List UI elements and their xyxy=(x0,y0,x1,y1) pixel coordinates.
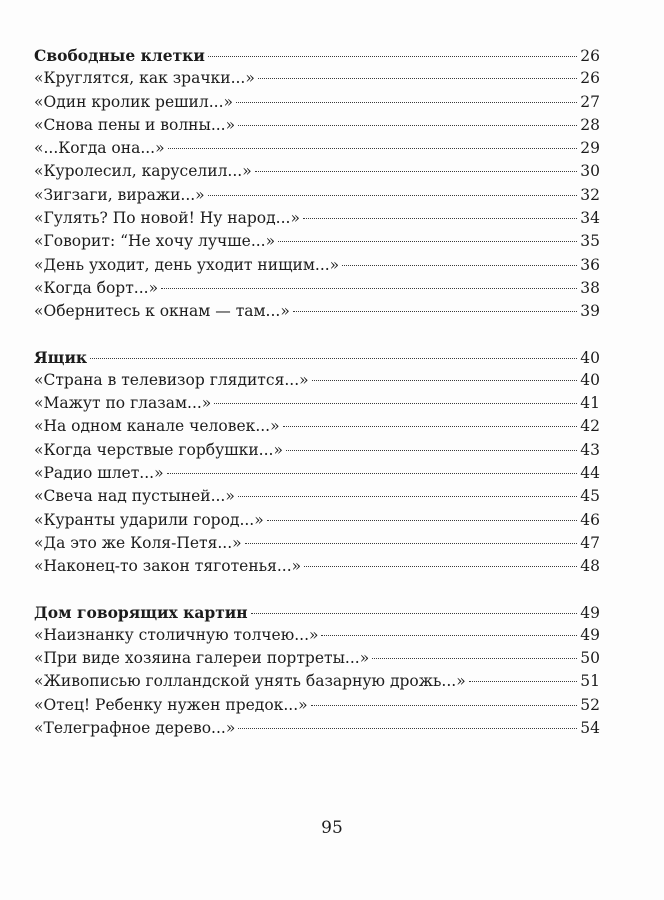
entry-title: «Гулять? По новой! Ну народ...» xyxy=(34,209,300,228)
dot-leader xyxy=(278,241,577,242)
toc-entry xyxy=(34,415,600,438)
page-number: 43 xyxy=(580,440,600,459)
toc-entry xyxy=(34,369,600,392)
entry-title: «На одном канале человек...» xyxy=(34,417,280,436)
dot-leader xyxy=(255,171,578,172)
toc-entry xyxy=(34,462,600,485)
entry-title: «Говорит: “Не хочу лучше...» xyxy=(34,232,276,251)
page-number: 36 xyxy=(580,255,600,274)
dot-leader xyxy=(469,681,578,682)
entry-title: «Страна в телевизор глядится...» xyxy=(34,370,309,389)
entry-title: «Свеча над пустыней...» xyxy=(34,487,235,506)
section-title: Свободные клетки xyxy=(34,46,205,65)
entry-title: «При виде хозяина галереи портреты...» xyxy=(34,649,370,668)
toc-entry xyxy=(34,717,600,740)
entry-title: «День уходит, день уходит нищим...» xyxy=(34,255,340,274)
dot-leader xyxy=(245,543,578,544)
entry-title: «Отец! Ребенку нужен предок...» xyxy=(34,695,308,714)
page-number: 48 xyxy=(580,557,600,576)
page-number: 34 xyxy=(580,209,600,228)
page-number: 47 xyxy=(580,533,600,552)
toc-entry xyxy=(34,137,600,160)
entry-title: «Снова пены и волны...» xyxy=(34,115,236,134)
page-number: 49 xyxy=(580,603,600,622)
dot-leader xyxy=(342,265,577,266)
section-title: Дом говорящих картин xyxy=(34,602,248,622)
toc-entry xyxy=(34,254,600,277)
page-number: 49 xyxy=(580,625,600,644)
toc-entry xyxy=(34,160,600,183)
section-heading xyxy=(34,44,600,67)
dot-leader xyxy=(161,288,577,289)
toc-entry xyxy=(34,485,600,508)
entry-title: «Да это же Коля-Петя...» xyxy=(34,533,242,552)
dot-leader xyxy=(238,125,577,126)
toc-entry xyxy=(34,555,600,578)
dot-leader xyxy=(258,78,577,79)
section-heading xyxy=(34,601,600,624)
entry-title: «Наконец-то закон тяготенья...» xyxy=(34,557,302,576)
toc-entry xyxy=(34,624,600,647)
page-number: 35 xyxy=(580,232,600,251)
page-number: 46 xyxy=(580,510,600,529)
entry-title: «Обернитесь к окнам — там...» xyxy=(34,302,290,321)
dot-leader xyxy=(303,218,577,219)
entry-title: «Когда борт...» xyxy=(34,278,159,297)
dot-leader xyxy=(208,195,578,196)
toc-entry xyxy=(34,300,600,323)
page-number: 44 xyxy=(580,464,600,483)
dot-leader xyxy=(167,473,578,474)
page-number: 45 xyxy=(580,487,600,506)
section-title: Ящик xyxy=(34,347,88,367)
page-number: 42 xyxy=(580,417,600,436)
dot-leader xyxy=(372,658,577,659)
page-number: 27 xyxy=(580,92,600,111)
page-number: 32 xyxy=(580,185,600,204)
toc-entry xyxy=(34,207,600,230)
page-number: 39 xyxy=(580,302,600,321)
toc-entry xyxy=(34,509,600,532)
page-number: 28 xyxy=(580,115,600,134)
dot-leader xyxy=(321,635,577,636)
entry-title: «Живописью голландской унять базарную дрожь...» xyxy=(34,672,466,691)
entry-title: «Круглятся, как зрачки...» xyxy=(34,69,255,88)
page-number: 40 xyxy=(580,370,600,389)
page-number: 52 xyxy=(580,695,600,714)
toc-entry xyxy=(34,230,600,253)
toc-entry xyxy=(34,532,600,555)
dot-leader xyxy=(236,102,577,103)
toc-entry xyxy=(34,439,600,462)
section-heading xyxy=(34,346,600,369)
toc-entry xyxy=(34,184,600,207)
toc-entry xyxy=(34,670,600,693)
dot-leader xyxy=(208,56,577,57)
dot-leader xyxy=(168,148,578,149)
page-number: 50 xyxy=(580,649,600,668)
toc-entry xyxy=(34,114,600,137)
page-number: 51 xyxy=(580,672,600,691)
page-number: 26 xyxy=(580,47,600,65)
dot-leader xyxy=(304,566,577,567)
dot-leader xyxy=(286,450,577,451)
page-folio: 95 xyxy=(321,818,343,838)
dot-leader xyxy=(311,705,578,706)
entry-title: «Телеграфное дерево...» xyxy=(34,719,236,738)
toc-entry xyxy=(34,277,600,300)
entry-title: «Один кролик решил...» xyxy=(34,92,234,111)
entry-title: «Наизнанку столичную толчею...» xyxy=(34,625,319,644)
entry-title: «Зигзаги, виражи...» xyxy=(34,185,205,204)
page-number: 29 xyxy=(580,139,600,158)
toc-section xyxy=(34,601,600,741)
dot-leader xyxy=(312,380,578,381)
toc-entry xyxy=(34,694,600,717)
entry-title: «Куролесил, каруселил...» xyxy=(34,162,252,181)
page-number: 54 xyxy=(580,719,600,738)
toc-entry xyxy=(34,67,600,90)
dot-leader xyxy=(90,358,577,359)
table-of-contents xyxy=(34,44,600,762)
dot-leader xyxy=(214,403,577,404)
dot-leader xyxy=(293,311,577,312)
dot-leader xyxy=(283,426,578,427)
toc-entry xyxy=(34,392,600,415)
page-number: 40 xyxy=(580,348,600,367)
entry-title: «Куранты ударили город...» xyxy=(34,510,264,529)
entry-title: «Когда черствые горбушки...» xyxy=(34,440,283,459)
toc-entry xyxy=(34,647,600,670)
entry-title: «Радио шлет...» xyxy=(34,464,164,483)
dot-leader xyxy=(251,613,578,614)
dot-leader xyxy=(238,728,577,729)
page-number: 30 xyxy=(580,162,600,181)
dot-leader xyxy=(267,520,578,521)
page-number: 38 xyxy=(580,278,600,297)
entry-title: «Мажут по глазам...» xyxy=(34,394,212,413)
toc-entry xyxy=(34,91,600,114)
dot-leader xyxy=(238,496,577,497)
toc-section xyxy=(34,44,600,324)
page-number: 41 xyxy=(580,394,600,413)
page-number: 26 xyxy=(580,69,600,88)
entry-title: «...Когда она...» xyxy=(34,139,165,158)
toc-section xyxy=(34,346,600,579)
